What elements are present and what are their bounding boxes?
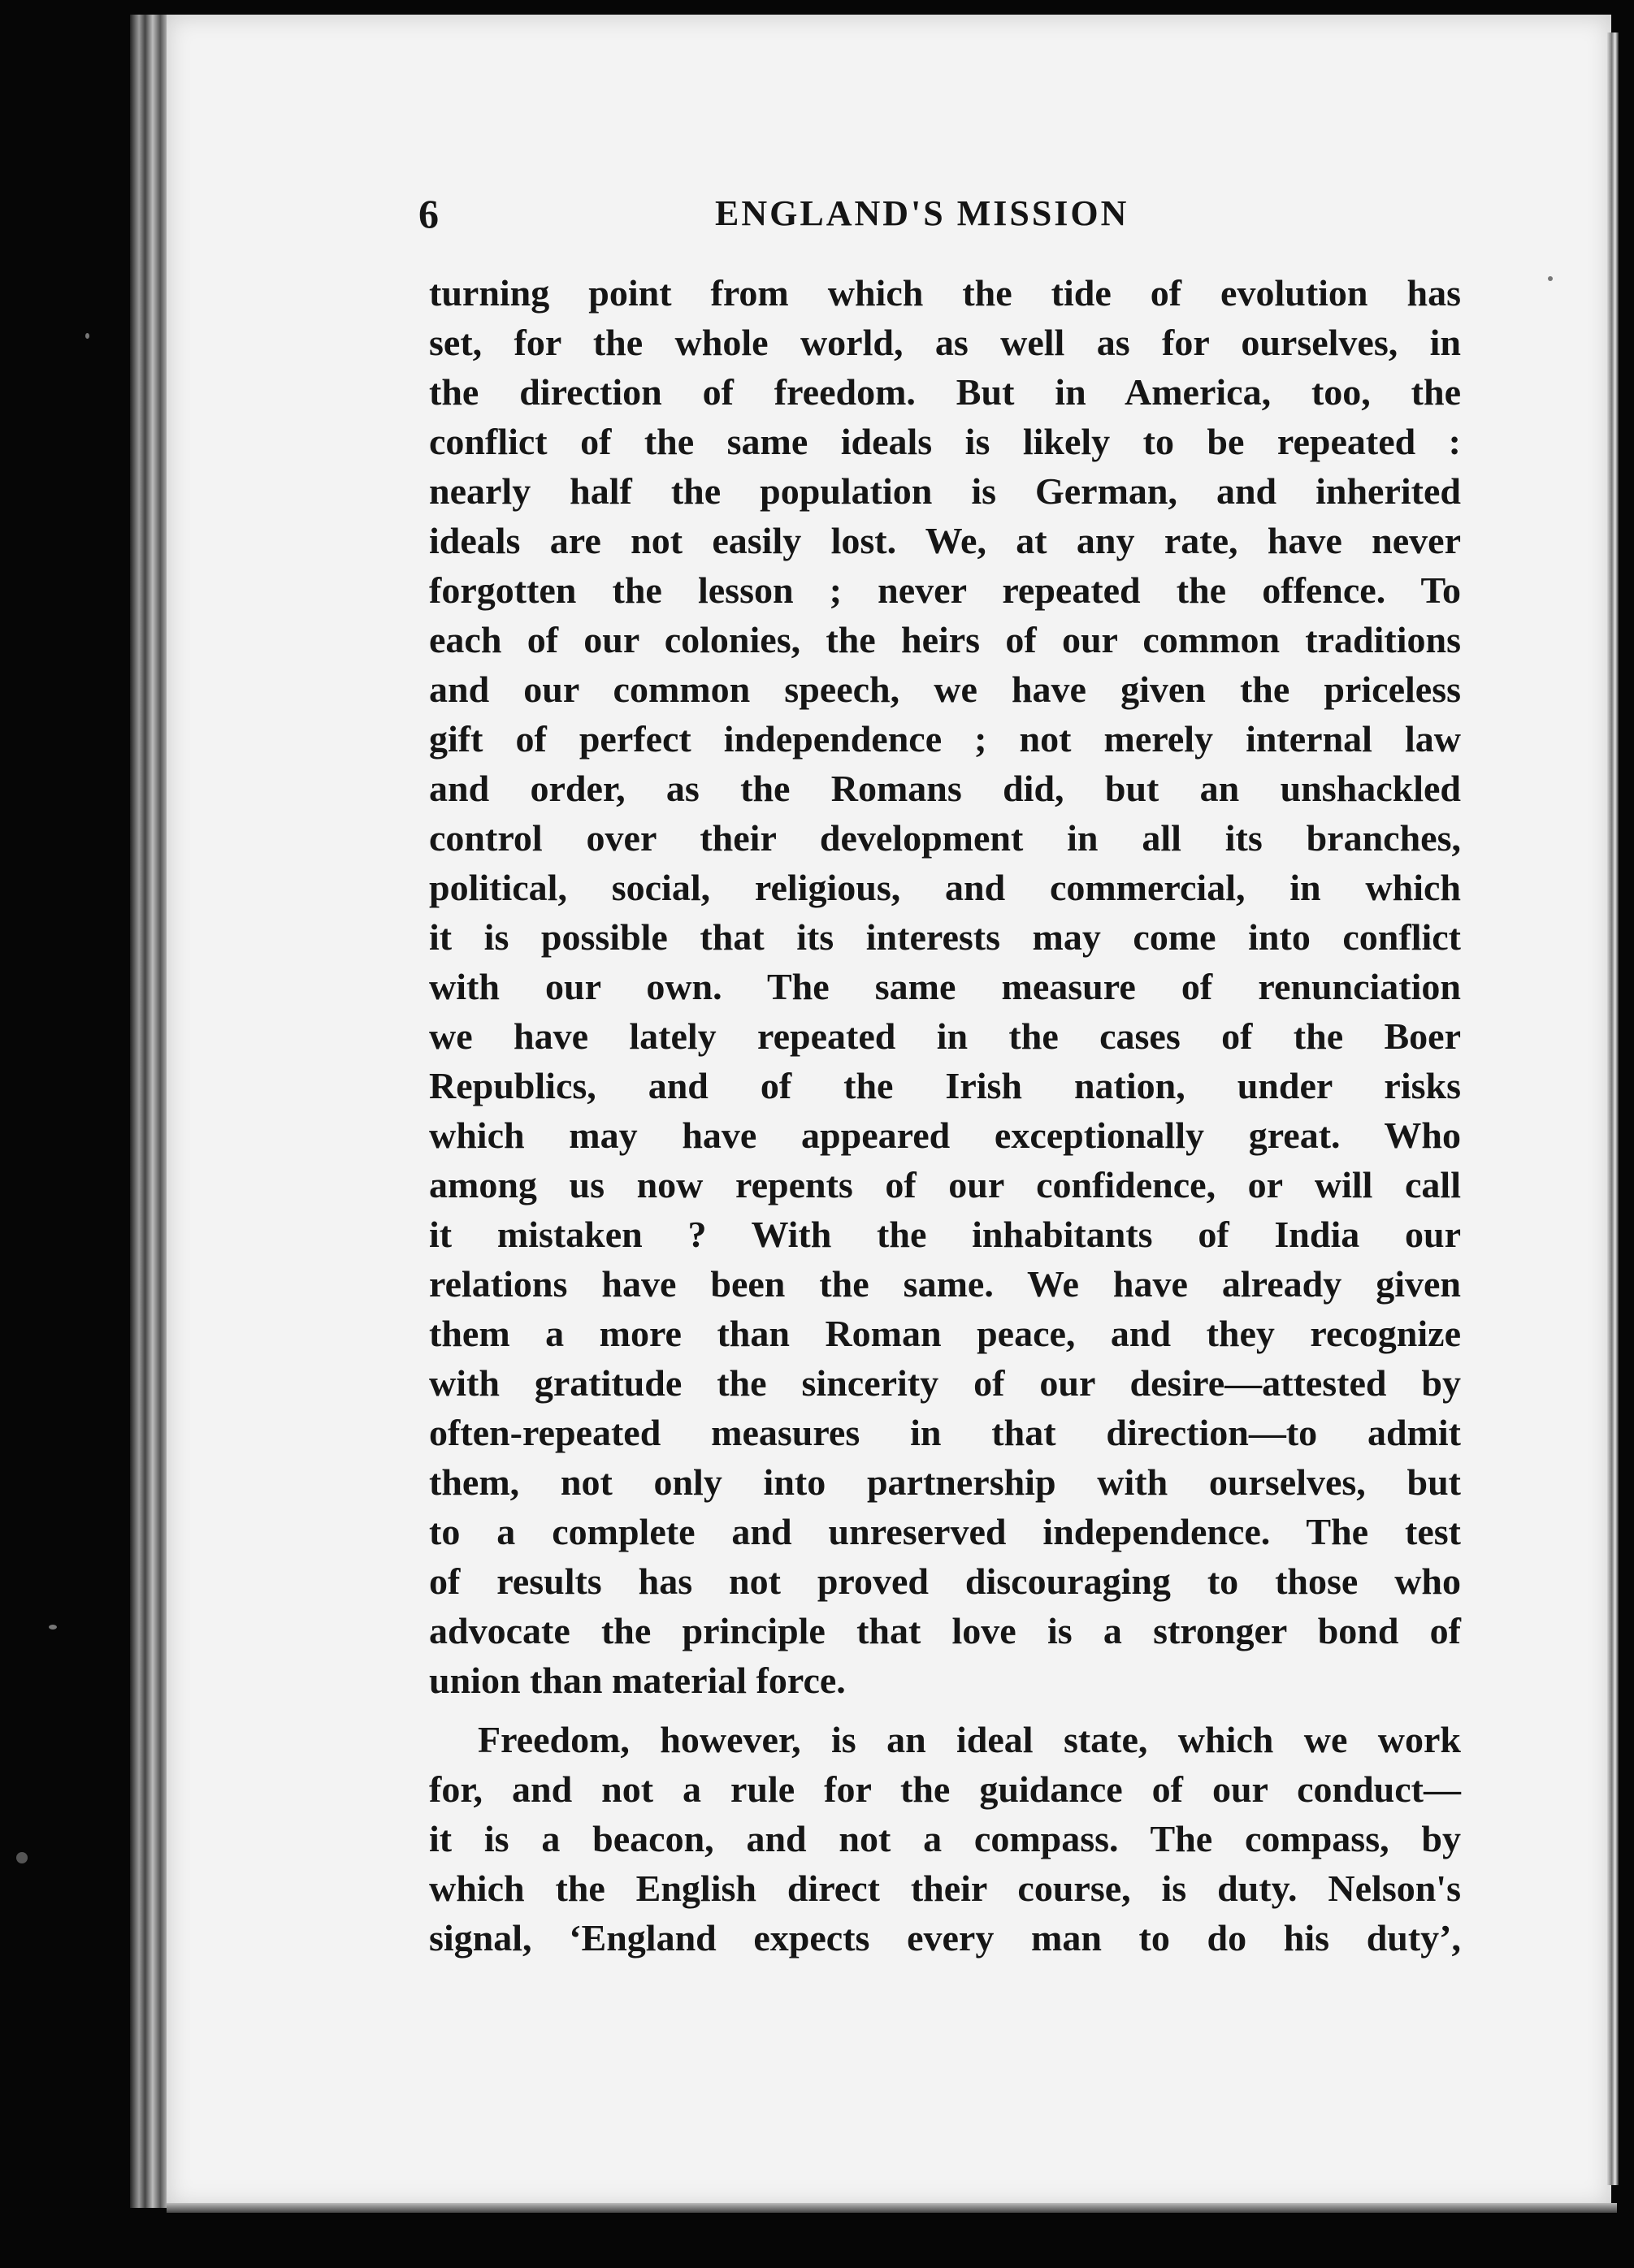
text-line: which the English direct their course, is duty. Nelson's [429, 1868, 1461, 1909]
text-line: it is a beacon, and not a compass. The compass, by [429, 1818, 1461, 1859]
page-bottom-edge [167, 2203, 1617, 2213]
text-line: to a complete and unreserved independence. The test [429, 1511, 1461, 1552]
text-line: turning point from which the tide of evolution has [429, 272, 1461, 314]
text-line: it is possible that its interests may come into conflict [429, 916, 1461, 958]
text-line: which may have appeared exceptionally great. Who [429, 1115, 1461, 1156]
text-line: we have lately repeated in the cases of the Boer [429, 1015, 1461, 1057]
body-text [429, 268, 1461, 1963]
text-line: and order, as the Romans did, but an unshackled [429, 768, 1461, 809]
text-line: them a more than Roman peace, and they recognize [429, 1313, 1461, 1354]
text-line: among us now repents of our confidence, or will call [429, 1164, 1461, 1205]
text-line: Freedom, however, is an ideal state, which we work [478, 1719, 1461, 1760]
running-title: ENGLAND'S MISSION [715, 193, 1129, 233]
text-line: control over their development in all its branches, [429, 817, 1461, 859]
page-right-edge [1607, 32, 1619, 2185]
text-line: for, and not a rule for the guidance of our conduct— [429, 1768, 1461, 1810]
text-line: conflict of the same ideals is likely to be repeated : [429, 421, 1461, 462]
page-number: 6 [418, 191, 439, 236]
text-line: forgotten the lesson ; never repeated the offence. To [429, 569, 1461, 611]
paragraph [429, 268, 1461, 1705]
text-line: relations have been the same. We have already given [429, 1263, 1461, 1305]
paragraph-gap [429, 1705, 1461, 1715]
text-line: with our own. The same measure of renunciation [429, 966, 1461, 1007]
text-line: political, social, religious, and commercial, in which [429, 867, 1461, 908]
scan-speck [49, 1625, 57, 1630]
text-line: of results has not proved discouraging to those who [429, 1560, 1461, 1602]
text-line: set, for the whole world, as well as for ourselves, in [429, 322, 1461, 363]
text-line: Republics, and of the Irish nation, under risks [429, 1065, 1461, 1106]
text-line: it mistaken ? With the inhabitants of India our [429, 1214, 1461, 1255]
text-line: nearly half the population is German, and inherited [429, 470, 1461, 512]
scan-speck [16, 1852, 28, 1863]
text-line: gift of perfect independence ; not merely internal law [429, 718, 1461, 760]
scan-speck [85, 333, 89, 339]
text-line: ideals are not easily lost. We, at any rate, have never [429, 520, 1461, 561]
page-header [418, 185, 1499, 242]
paragraph [429, 1715, 1461, 1963]
text-line: often-repeated measures in that direction—to admit [429, 1412, 1461, 1453]
text-line: the direction of freedom. But in America, too, the [429, 371, 1461, 413]
text-line: union than material force. [429, 1660, 846, 1701]
text-line: signal, ‘England expects every man to do his duty’, [429, 1917, 1461, 1959]
text-line: and our common speech, we have given the priceless [429, 669, 1461, 710]
text-line: each of our colonies, the heirs of our common traditions [429, 619, 1461, 660]
text-line: with gratitude the sincerity of our desire—attested by [429, 1362, 1461, 1404]
scan-speck [1548, 276, 1553, 281]
text-line: them, not only into partnership with ourselves, but [429, 1461, 1461, 1503]
text-line: advocate the principle that love is a stronger bond of [429, 1610, 1461, 1651]
